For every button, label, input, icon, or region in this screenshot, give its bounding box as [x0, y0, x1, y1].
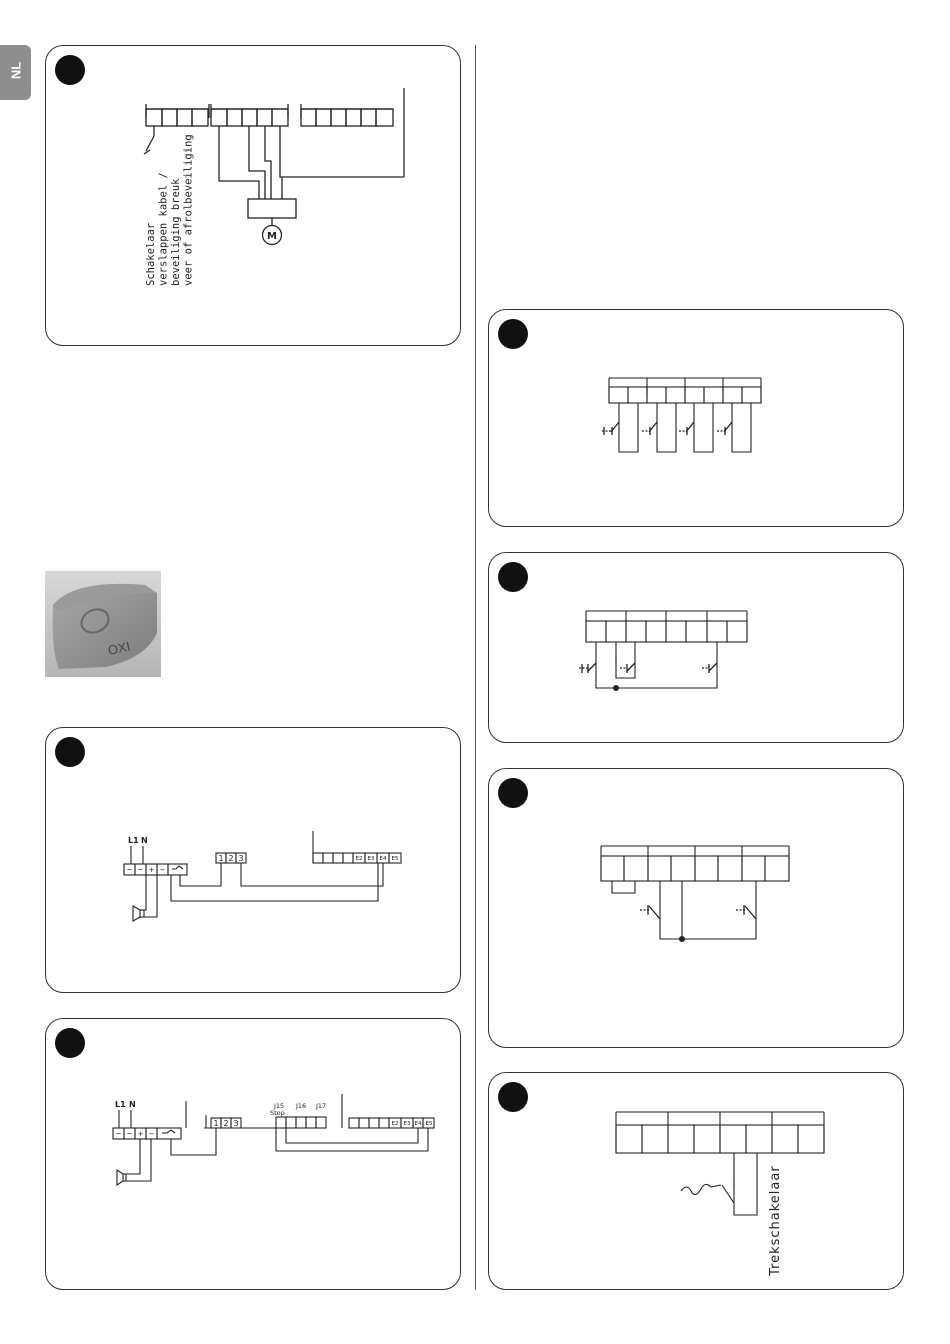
terminal-3-label: 3 — [238, 854, 244, 863]
figure-three-inputs — [488, 552, 904, 743]
e4-label: E4 — [379, 856, 387, 862]
e4-label: E4 — [414, 1121, 422, 1127]
figure-pull-switch — [488, 1072, 904, 1290]
two-inputs-diagram — [489, 769, 905, 1049]
svg-text:−: − — [148, 1130, 155, 1138]
j15-label: J15 — [274, 1102, 285, 1110]
j17-label: J17 — [316, 1102, 327, 1110]
j16-label: J16 — [296, 1102, 307, 1110]
l1-label: L1 — [115, 1100, 126, 1109]
motor-symbol-label: M — [267, 231, 277, 242]
switch-label-line-2: verslappen kabel / — [157, 172, 170, 286]
motor-wiring-diagram — [46, 46, 462, 347]
flashing-light-diagram — [46, 728, 462, 994]
e2-label: E2 — [355, 856, 363, 862]
svg-text:−: − — [159, 866, 166, 874]
flashing-light-stop-diagram — [46, 1019, 462, 1291]
n-label: N — [141, 836, 148, 845]
e2-label: E2 — [391, 1121, 399, 1127]
pull-switch-diagram — [489, 1073, 905, 1291]
n-label: N — [129, 1100, 136, 1109]
switch-label-line-1: Schakelaar — [145, 222, 157, 286]
terminal-2-label: 2 — [223, 1119, 229, 1128]
figure-flashing-light-wiring — [45, 727, 461, 993]
column-divider — [475, 45, 476, 1290]
three-inputs-diagram — [489, 553, 905, 744]
four-inputs-diagram — [489, 310, 905, 528]
svg-text:~: ~ — [137, 866, 144, 874]
svg-text:~: ~ — [126, 866, 133, 874]
oxi-logo: OXI — [106, 638, 132, 658]
language-tab: NL — [0, 45, 31, 100]
figure-four-inputs — [488, 309, 904, 527]
e3-label: E3 — [367, 856, 375, 862]
svg-text:+: + — [148, 866, 155, 874]
oxi-receiver-photo — [45, 571, 161, 677]
figure-motor-wiring — [45, 45, 461, 346]
oxi-receiver-image — [45, 571, 161, 677]
pull-switch-label: Trekschakelaar — [768, 1165, 783, 1276]
terminal-1-label: 1 — [218, 854, 224, 863]
figure-flashing-light-stop-wiring — [45, 1018, 461, 1290]
switch-label-line-3: beveiliging breuk — [170, 178, 182, 286]
svg-text:~: ~ — [126, 1130, 133, 1138]
svg-text:~: ~ — [115, 1130, 122, 1138]
terminal-1-label: 1 — [213, 1119, 219, 1128]
figure-two-inputs — [488, 768, 904, 1048]
e5-label: E5 — [425, 1121, 433, 1127]
l1-label: L1 — [128, 836, 139, 845]
e3-label: E3 — [403, 1121, 411, 1127]
terminal-3-label: 3 — [233, 1119, 239, 1128]
terminal-2-label: 2 — [228, 854, 234, 863]
svg-text:+: + — [137, 1130, 144, 1138]
e5-label: E5 — [391, 856, 399, 862]
stop-label: Stop — [270, 1109, 285, 1117]
switch-label-line-4: veer of afrolbeveiliging — [182, 134, 195, 286]
